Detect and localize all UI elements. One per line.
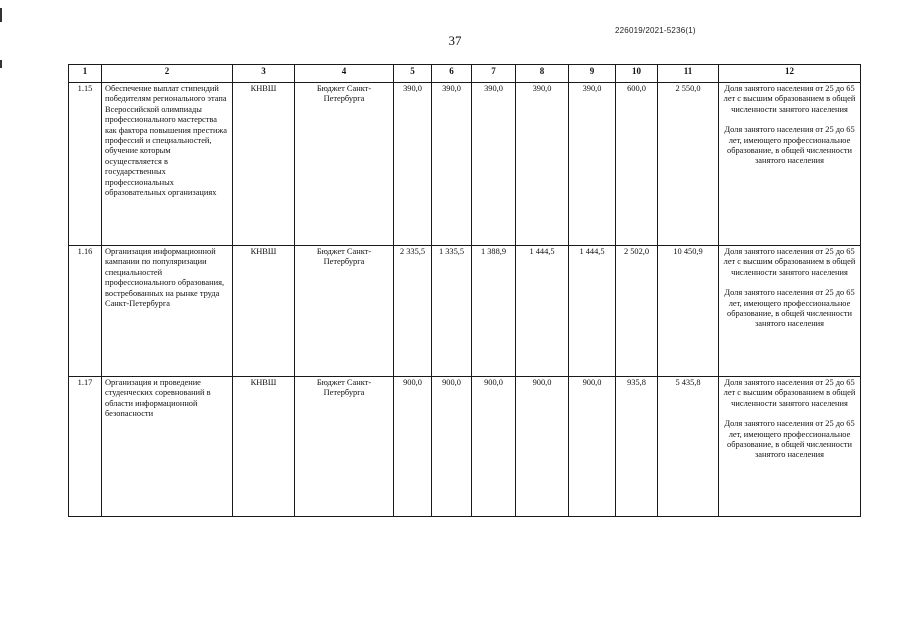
executor: КНВШ (233, 83, 295, 246)
funding-source: Бюджет Санкт-Петербурга (295, 377, 394, 517)
value-cell: 900,0 (432, 377, 472, 517)
column-header: 4 (295, 65, 394, 83)
column-header: 5 (394, 65, 432, 83)
activity-name: Организация и проведение студенческих соревнований в области информационной безопасности (102, 377, 233, 517)
value-cell: 390,0 (569, 83, 616, 246)
indicator-text: Доля занятого населения от 25 до 65 лет, имеющего профессиональное образование, в общей численности занятого населения (724, 125, 855, 166)
value-cell: 935,8 (616, 377, 658, 517)
value-cell: 1 388,9 (472, 246, 516, 377)
row-number: 1.15 (69, 83, 102, 246)
total-cell: 2 550,0 (658, 83, 719, 246)
indicator-text: Доля занятого населения от 25 до 65 лет с высшим образованием в общей численности занятого населения (723, 378, 856, 408)
value-cell: 900,0 (516, 377, 569, 517)
total-cell: 10 450,9 (658, 246, 719, 377)
table-row (69, 246, 861, 377)
executor: КНВШ (233, 246, 295, 377)
indicator-text: Доля занятого населения от 25 до 65 лет, имеющего профессиональное образование, в общей численности занятого населения (724, 419, 855, 460)
indicator-text: Доля занятого населения от 25 до 65 лет с высшим образованием в общей численности занятого населения (723, 247, 856, 277)
value-cell: 1 444,5 (516, 246, 569, 377)
total-cell: 5 435,8 (658, 377, 719, 517)
indicator-text: Доля занятого населения от 25 до 65 лет с высшим образованием в общей численности занятого населения (723, 84, 856, 114)
indicator-text: Доля занятого населения от 25 до 65 лет, имеющего профессиональное образование, в общей численности занятого населения (724, 288, 855, 329)
value-cell: 390,0 (516, 83, 569, 246)
indicators-cell (719, 83, 861, 246)
value-cell: 390,0 (472, 83, 516, 246)
column-number-row (69, 65, 861, 83)
indicators-cell (719, 246, 861, 377)
value-cell: 1 335,5 (432, 246, 472, 377)
value-cell: 390,0 (394, 83, 432, 246)
value-cell: 1 444,5 (569, 246, 616, 377)
activity-name: Организация информационной кампании по популяризации специальностей профессионального образования, востребованных на рынке труда Санкт-Петербурга (102, 246, 233, 377)
value-cell: 2 502,0 (616, 246, 658, 377)
column-header: 8 (516, 65, 569, 83)
document-id: 226019/2021-5236(1) (615, 26, 696, 35)
program-table (68, 64, 861, 517)
value-cell: 900,0 (569, 377, 616, 517)
page-number: 37 (448, 33, 462, 48)
table-row (69, 83, 861, 246)
row-number: 1.17 (69, 377, 102, 517)
column-header: 2 (102, 65, 233, 83)
value-cell: 900,0 (472, 377, 516, 517)
column-header: 9 (569, 65, 616, 83)
column-header: 11 (658, 65, 719, 83)
value-cell: 600,0 (616, 83, 658, 246)
column-header: 1 (69, 65, 102, 83)
column-header: 3 (233, 65, 295, 83)
binding-mark (0, 60, 2, 68)
value-cell: 390,0 (432, 83, 472, 246)
column-header: 12 (719, 65, 861, 83)
row-number: 1.16 (69, 246, 102, 377)
binding-mark (0, 8, 2, 22)
indicators-cell (719, 377, 861, 517)
activity-name: Обеспечение выплат стипендий победителям регионального этапа Всероссийской олимпиады профессионального мастерства как фактора повышения престижа профессий и специальностей, обучение которым осуществляется в государственных профессиональных образовательных организациях (102, 83, 233, 246)
value-cell: 900,0 (394, 377, 432, 517)
table-row (69, 377, 861, 517)
column-header: 6 (432, 65, 472, 83)
value-cell: 2 335,5 (394, 246, 432, 377)
column-header: 7 (472, 65, 516, 83)
funding-source: Бюджет Санкт-Петербурга (295, 246, 394, 377)
funding-source: Бюджет Санкт-Петербурга (295, 83, 394, 246)
column-header: 10 (616, 65, 658, 83)
executor: КНВШ (233, 377, 295, 517)
